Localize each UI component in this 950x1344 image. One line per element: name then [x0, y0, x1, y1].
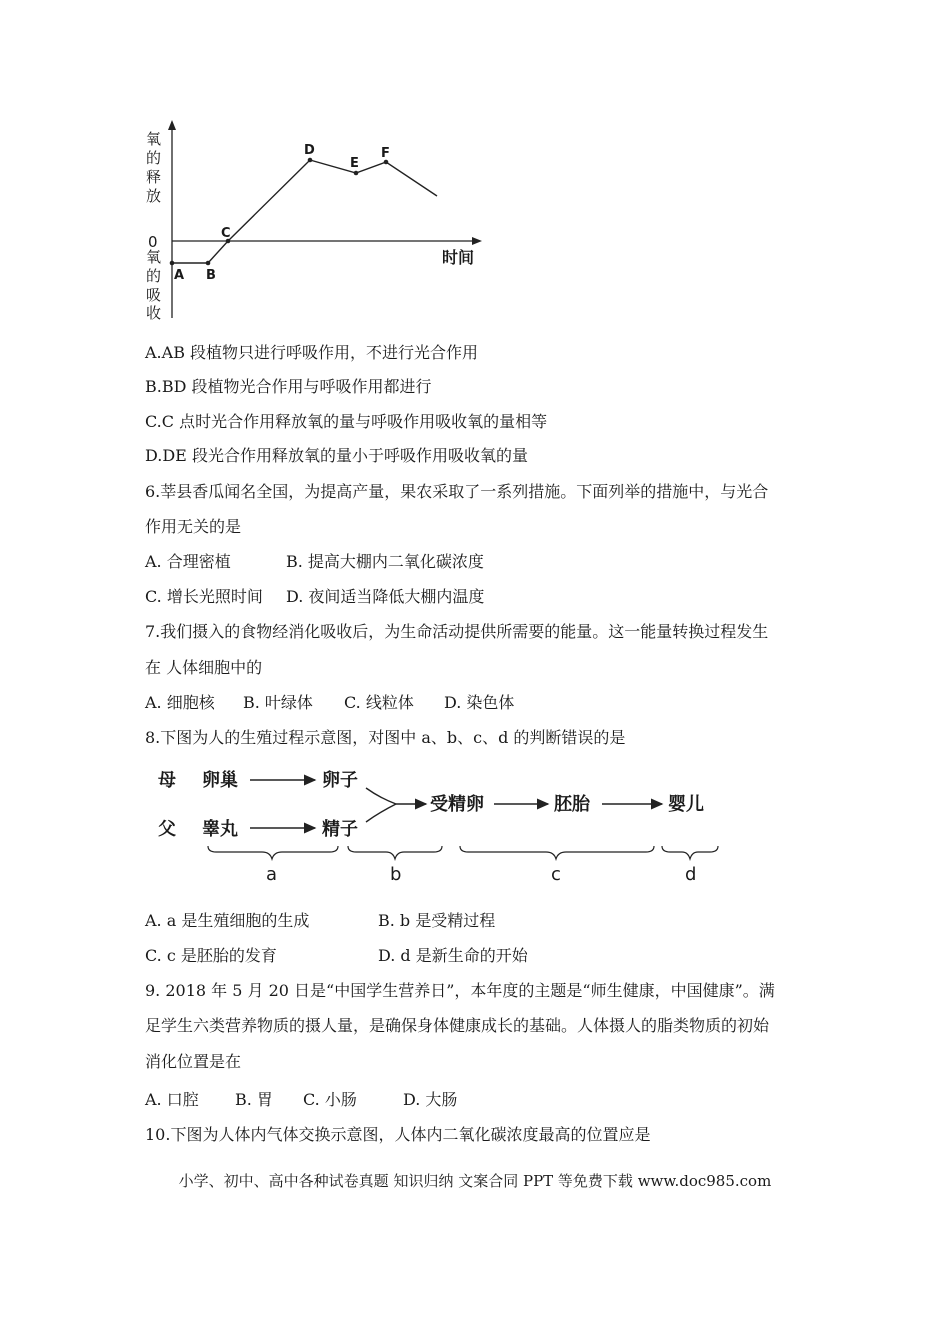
reproduction-diagram — [150, 760, 730, 890]
q9-stem-line3: 消化位置是在 — [145, 1052, 242, 1071]
q5-option-b: B.BD 段植物光合作用与呼吸作用都进行 — [145, 377, 432, 396]
point-a — [170, 261, 175, 266]
q7-option-d: D. 染色体 — [444, 693, 515, 712]
q9-stem-line1: 9. 2018 年 5 月 20 日是“中国学生营养日”，本年度的主题是“师生健康，中国健康”。满 — [145, 981, 775, 1000]
page-footer: 小学、初中、高中各种试卷真题 知识归纳 文案合同 PPT 等免费下载 www.doc985.com — [178, 1172, 772, 1190]
label-f: F — [381, 146, 390, 161]
q6-option-d: D. 夜间适当降低大棚内温度 — [286, 587, 485, 606]
y-top-label-1: 氧 — [146, 130, 162, 148]
brace-b-label: b — [390, 864, 402, 885]
q7-option-b: B. 叶绿体 — [243, 693, 313, 712]
y-top-label-4: 放 — [146, 187, 162, 205]
point-e — [354, 171, 359, 176]
q5-option-a: A.AB 段植物只进行呼吸作用，不进行光合作用 — [145, 343, 479, 362]
brace-d-label: d — [685, 864, 697, 885]
embryo-label: 胚胎 — [554, 794, 590, 815]
ovary-label: 卵巢 — [202, 770, 238, 791]
q10-stem-line1: 10.下图为人体内气体交换示意图，人体内二氧化碳浓度最高的位置应是 — [145, 1125, 651, 1144]
q7-stem-line2: 在 人体细胞中的 — [145, 658, 263, 677]
q8-option-a: A. a 是生殖细胞的生成 — [145, 911, 310, 930]
x-axis-arrow — [472, 237, 482, 245]
q8-option-d: D. d 是新生命的开始 — [378, 946, 528, 965]
father-label: 父 — [158, 819, 176, 840]
q9-option-a: A. 口腔 — [145, 1090, 199, 1109]
label-c: C — [221, 226, 231, 241]
q9-option-c: C. 小肠 — [303, 1090, 357, 1109]
label-e: E — [350, 156, 359, 171]
label-b: B — [206, 268, 216, 283]
zygote-label: 受精卵 — [430, 794, 484, 815]
y-bottom-label-1: 氧 — [146, 248, 162, 266]
q7-stem-line1: 7.我们摄入的食物经消化吸收后，为生命活动提供所需要的能量。这一能量转换过程发生 — [145, 622, 769, 641]
label-d: D — [304, 143, 315, 158]
q5-option-c: C.C 点时光合作用释放氧的量与呼吸作用吸收氧的量相等 — [145, 412, 548, 431]
zero-label: 0 — [148, 233, 158, 251]
q8-option-b: B. b 是受精过程 — [378, 911, 496, 930]
q7-option-c: C. 线粒体 — [344, 693, 414, 712]
merge-lines — [366, 788, 396, 822]
oxygen-curve — [172, 160, 437, 263]
brace-c — [460, 846, 654, 859]
point-b — [206, 261, 211, 266]
y-bottom-label-4: 收 — [146, 304, 162, 322]
brace-b — [348, 846, 442, 859]
y-top-label-2: 的 — [146, 149, 162, 167]
oxygen-graph — [138, 118, 488, 328]
brace-d — [662, 846, 718, 859]
q6-option-c: C. 增长光照时间 — [145, 587, 263, 606]
brace-a-label: a — [266, 864, 278, 885]
point-d — [308, 158, 313, 163]
sperm-label: 精子 — [322, 819, 358, 840]
x-label: 时间 — [442, 248, 475, 267]
brace-c-label: c — [551, 864, 561, 885]
mother-label: 母 — [158, 770, 176, 791]
q5-option-d: D.DE 段光合作用释放氧的量小于呼吸作用吸收氧的量 — [145, 446, 528, 465]
label-a: A — [174, 268, 185, 283]
baby-label: 婴儿 — [668, 794, 704, 815]
q6-option-b: B. 提高大棚内二氧化碳浓度 — [286, 552, 484, 571]
y-axis-arrow — [168, 120, 176, 130]
q6-stem-line1: 6.莘县香瓜闻名全国，为提高产量，果农采取了一系列措施。下面列举的措施中，与光合 — [145, 482, 769, 501]
y-top-label-3: 释 — [146, 168, 162, 186]
q6-stem-line2: 作用无关的是 — [145, 517, 242, 536]
egg-label: 卵子 — [322, 770, 358, 791]
testis-label: 睾丸 — [202, 819, 238, 840]
brace-a — [208, 846, 338, 859]
q7-option-a: A. 细胞核 — [145, 693, 215, 712]
y-bottom-label-2: 的 — [146, 267, 162, 285]
q8-option-c: C. c 是胚胎的发育 — [145, 946, 277, 965]
q9-option-d: D. 大肠 — [403, 1090, 458, 1109]
y-bottom-label-3: 吸 — [146, 286, 162, 304]
q6-option-a: A. 合理密植 — [145, 552, 231, 571]
q9-option-b: B. 胃 — [235, 1090, 273, 1109]
q9-stem-line2: 足学生六类营养物质的摄人量，是确保身体健康成长的基础。人体摄人的脂类物质的初始 — [145, 1016, 770, 1035]
q8-stem-line1: 8.下图为人的生殖过程示意图，对图中 a、b、c、d 的判断错误的是 — [145, 728, 626, 747]
